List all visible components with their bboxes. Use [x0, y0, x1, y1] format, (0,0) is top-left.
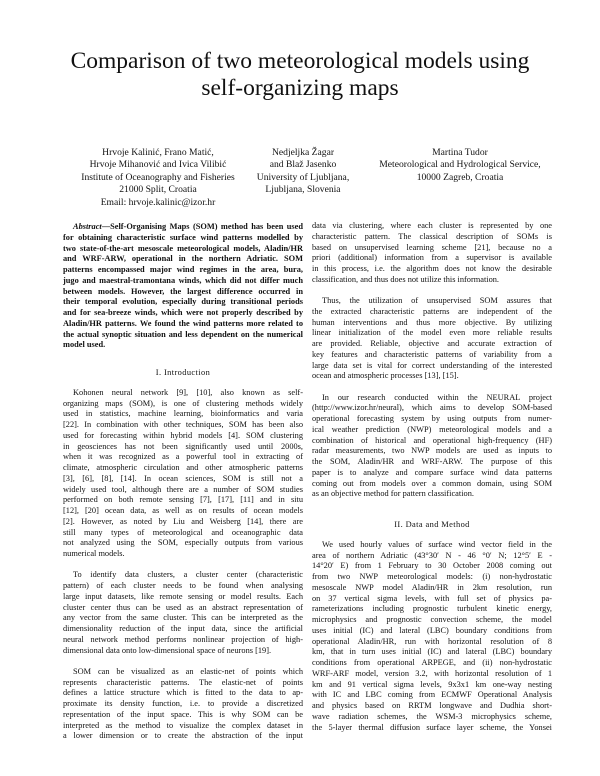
- intro-paragraph-3: [63, 667, 303, 742]
- text-line: widely used tool, although there are a number of SOM studies: [63, 484, 303, 494]
- author-line: Nedjeljka Žagar: [271, 147, 335, 158]
- text-line: combination of historical and operational high-frequency (HF): [312, 435, 552, 445]
- text-line: ocean and atmospheric processes [13], [15].: [312, 371, 459, 381]
- author-line: Hrvoje Kalinić, Frano Matić,: [102, 147, 214, 158]
- text-line: as an objective method for pattern classification.: [312, 489, 474, 499]
- text-line: not analyzed using the SOM, especially outputs from various: [63, 538, 303, 548]
- paragraph-neural-project: [312, 393, 552, 501]
- author-line: 21000 Split, Croatia: [119, 184, 197, 196]
- text-line: Thus, the utilization of unsupervised SOM assures that: [322, 296, 552, 306]
- text-line: any vector from the same cluster. This can be interpreted as the: [63, 613, 303, 623]
- author-email: Email: hrvoje.kalinic@izor.hr: [100, 196, 216, 208]
- abstract-line: Abstract—Self-Organising Maps (SOM) method has been used: [73, 222, 303, 231]
- text-line: characteristic pattern. The classical description of SOMs is: [312, 231, 552, 241]
- text-line: large data set is vital for correct understanding of the interested: [312, 360, 552, 370]
- text-line: uses initial (IC) and lateral (LBC) boundary conditions from: [312, 625, 552, 635]
- text-line: radar measurements, two NWP models are used as inputs to: [312, 446, 552, 456]
- text-line: conditions from operational ARPEGE, and (ii) non-hydrostatic: [312, 658, 552, 668]
- text-line: interpreted as the method to visualize the complex dataset in: [63, 720, 303, 730]
- text-line: the 5-layer thermal diffusion surface layer scheme, the Yonsei: [312, 722, 552, 732]
- paper-title: [40, 48, 560, 102]
- author-line: Ljubljana, Slovenia: [265, 184, 341, 196]
- text-line: rameterizations including prognostic turbulent kinetic energy,: [312, 604, 552, 614]
- text-line: in geosciences has not been significantly used until 2000s,: [63, 441, 303, 451]
- author-line: Hrvoje Mihanović and Ivica Vilibić: [89, 159, 227, 171]
- text-line: microphysics and prognostic convection scheme, the model: [312, 615, 552, 625]
- text-line: still many types of meteorological and oceanographic data: [63, 527, 303, 537]
- text-line: linear initialization of the model even more reliable results: [312, 328, 552, 338]
- text-line: operational forecasting system by using outputs from numer-: [312, 414, 552, 424]
- paragraph-continued: [312, 221, 552, 286]
- text-line: from two NWP meteorological models: (i) non-hydrostatic: [312, 572, 552, 582]
- author-line: Institute of Oceanography and Fisheries: [81, 171, 235, 183]
- text-line: km, that in turn uses initial (IC) and lateral (LBC) boundary: [312, 647, 552, 657]
- text-line: (http://www.izor.hr/neural), which aims to develop SOM-based: [312, 403, 552, 413]
- text-line: dimensionality reduction of the input data, since the artificial: [63, 624, 303, 634]
- author-block-2: [248, 147, 358, 197]
- author-line: 10000 Zagreb, Croatia: [416, 171, 504, 183]
- abstract-line: two state-of-the-art mesoscale meteorological models, Aladin/HR: [63, 243, 303, 253]
- title-line-2: self-organizing maps: [201, 75, 399, 101]
- text-line: defines a lattice structure which is fitted to the data to ap-: [63, 688, 303, 698]
- author-line: Meteorological and Hydrological Service,: [379, 159, 541, 171]
- text-line: WRF-ARF model, version 3.2, with horizontal resolution of 1: [312, 668, 552, 678]
- text-line: neural network method performs nonlinear projection of high-: [63, 634, 303, 644]
- abstract-line: and WRF-ARW, operational in the northern Adriatic. SOM: [63, 254, 303, 264]
- author-block-1: [63, 147, 253, 209]
- text-line: wave radiation schemes, the WSM-3 microphysics scheme,: [312, 711, 552, 721]
- text-line: representation of the input space. This is why SOM can be: [63, 709, 303, 719]
- text-line: [22]. In combination with other techniques, SOM has been also: [63, 420, 303, 429]
- abstract-line: jugo and maestral-tramontana winds, which did not differ much: [63, 275, 303, 285]
- text-line: are provided. Reliable, objective and accurate extraction of: [312, 339, 552, 349]
- text-line: performed on both remote sensing [7], [17], [11] and in situ: [63, 495, 303, 505]
- text-line: on 37 vertical sigma levels, with full set of physics pa-: [312, 593, 552, 603]
- text-line: dimensional data onto low-dimensional space of neurons [19].: [63, 645, 272, 655]
- text-line: the SOM, Aladin/HR and WRF-ARW. The purpose of this: [312, 457, 552, 467]
- text-line: represents characteristic patterns. The elastic-net of points: [63, 677, 303, 687]
- text-line: paper is to analyze and compare surface wind data patterns: [312, 467, 552, 477]
- author-line: and Blaž Jasenko: [269, 159, 337, 171]
- abstract-line: and for sea-breeze winds, which were not properly described by: [63, 308, 303, 317]
- text-line: climate, atmospheric circulation and other atmospheric patterns: [63, 463, 303, 472]
- text-line: organizing maps (SOM), is one of clustering methods widely: [63, 398, 303, 408]
- text-line: km and 91 vertical sigma levels, 9x3x1 km one-way nesting: [312, 679, 552, 689]
- text-line: used for forecasting within hybrid models [4]. SOM clustering: [63, 430, 303, 440]
- text-line: the extracted characteristic patterns are independent of the: [312, 306, 552, 316]
- left-column: [63, 222, 303, 742]
- text-line: key features and characteristic patterns of variability from a: [312, 349, 552, 359]
- text-line: classification, and thus does not utilize this information.: [312, 274, 500, 284]
- text-line: In our research conducted within the NEURAL project: [322, 392, 552, 402]
- title-line-1: Comparison of two meteorological models using: [70, 48, 530, 74]
- abstract-line: the actual synoptic situation and less dependent on the numerical: [63, 329, 303, 339]
- text-line: and physics based on RRTM longwave and Dudhia short-: [312, 701, 552, 711]
- text-line: To identify data clusters, a cluster center (characteristic: [73, 570, 303, 580]
- intro-paragraph-1: [63, 388, 303, 560]
- text-line: [2]. However, as noted by Liu and Weisberg [14], there are: [63, 516, 303, 526]
- text-line: cluster center thus can be used as an abstract representation of: [63, 602, 303, 612]
- abstract-line: model used.: [63, 340, 106, 350]
- text-line: [3], [6], [8], [14]. In ocean sciences, SOM is still not a: [63, 473, 303, 483]
- text-line: large input datasets, like remote sensing or model results. Each: [63, 591, 303, 601]
- abstract-line: between models. However, the largest difference occurred in: [63, 286, 303, 296]
- abstract-line: their temporal evolution, especially during transitional periods: [63, 297, 303, 307]
- text-line: Kohonen neural network [9], [10], also known as self-: [73, 387, 303, 397]
- text-line: SOM can be visualized as an elastic-net of points which: [73, 666, 303, 676]
- section-heading-data-and-method: II. Data and Method: [394, 520, 470, 530]
- paragraph-utilization: [312, 296, 552, 382]
- text-line: ical weather prediction (NWP) meteorological models and a: [312, 424, 552, 434]
- text-line: data via clustering, where each cluster is represented by one: [312, 221, 552, 230]
- text-line: a lower dimension or to create the abstraction of the input: [63, 731, 303, 741]
- abstract-line: patterns encompassed major wind regimes in the area, bura,: [63, 265, 303, 274]
- text-line: operational Aladin/HR, run with horizontal resolution of 8: [312, 636, 552, 646]
- text-line: numerical models.: [63, 549, 125, 558]
- abstract: [63, 222, 303, 351]
- text-line: We used hourly values of surface wind vector field in the: [322, 539, 552, 549]
- text-line: proximate its density function, i.e. to provide a discretized: [63, 699, 303, 709]
- text-line: coming out from models over a common domain, using SOM: [312, 478, 552, 488]
- text-line: used in statistics, machine learning, bioinformatics and varia: [63, 409, 303, 419]
- text-line: priori (additional) information from a supervisor is available: [312, 253, 552, 263]
- text-line: mesoscale NWP model Aladin/HR in 2km resolution, run: [312, 582, 552, 592]
- text-line: pattern) of each cluster needs to be found when analysing: [63, 581, 303, 591]
- text-line: with IC and LBC coming from ECMWF Operational Analysis: [312, 690, 552, 700]
- author-block-3: [360, 147, 560, 184]
- abstract-line: Aladin/HR patterns. We found the wind patterns more related to: [63, 318, 303, 328]
- data-method-paragraph: [312, 540, 552, 734]
- text-line: human interventions and thus more objective. By utilizing: [312, 317, 552, 327]
- text-line: [12], [20] ocean data, as well as on results of ocean models: [63, 506, 303, 515]
- author-line: University of Ljubljana,: [256, 171, 350, 183]
- intro-paragraph-2: [63, 570, 303, 656]
- text-line: area of northern Adriatic (43°30′ N - 46 °0′ N; 12°5′ E -: [312, 550, 552, 560]
- author-line: Martina Tudor: [432, 147, 488, 158]
- abstract-label: Abstract: [73, 222, 102, 231]
- text-line: in this process, i.e. the algorithm does not know the desirable: [312, 264, 552, 273]
- right-column: [312, 221, 552, 733]
- text-line: 14°20′ E) from 1 February to 30 October 2008 coming out: [312, 561, 552, 571]
- abstract-line: for obtaining characteristic surface wind patterns modelled by: [63, 232, 303, 242]
- section-heading-introduction: I. Introduction: [155, 368, 211, 377]
- text-line: based on unsupervised learning scheme [21], because no a: [312, 242, 552, 252]
- text-line: when it was recognized as a powerful tool in extracting of: [63, 452, 303, 462]
